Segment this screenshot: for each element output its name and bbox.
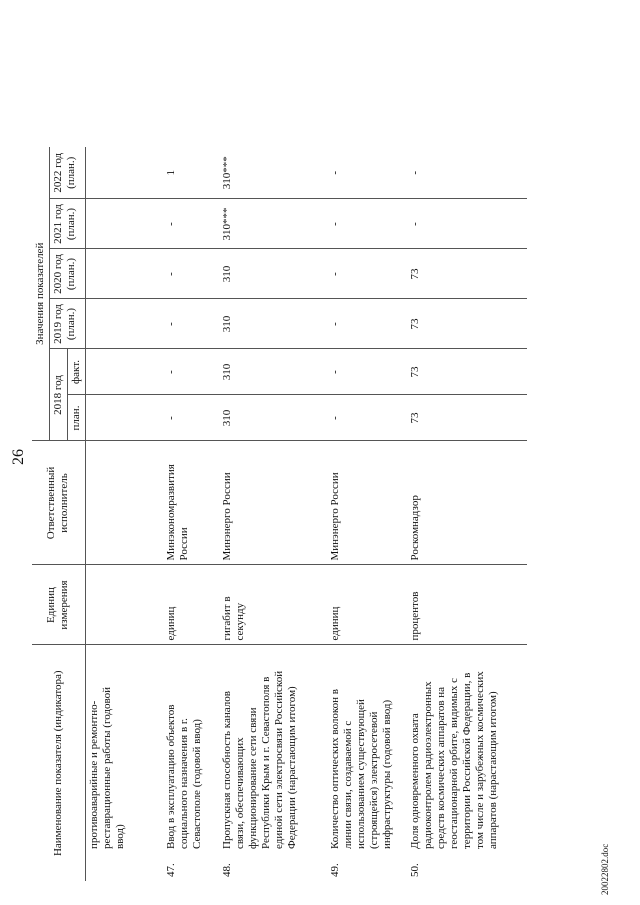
document-id: 20022802.doc	[600, 843, 610, 895]
row-2018-plan: -	[163, 395, 219, 441]
row-2022: 1	[165, 170, 178, 176]
header-responsible: Ответственный исполнитель	[32, 441, 85, 565]
row-number: 48.	[221, 863, 234, 877]
row-name-cell	[163, 645, 219, 881]
row-name: Количество оптических волокон в линии связи, создаваемой с использованием существующей (строящейся) электросетевой инфраструктуры (годовой ввод)	[329, 689, 394, 849]
indicators-table	[32, 147, 527, 881]
page-number: 26	[10, 449, 27, 465]
header-year-2019: 2019 год (план.)	[49, 299, 85, 349]
row-name-cell	[219, 645, 327, 881]
row-number: 49.	[329, 863, 342, 877]
row-2022	[85, 147, 163, 199]
row-2019: 73	[407, 299, 527, 349]
row-name: Доля одновременного охвата радиоконтролем радиоэлектронных средств космических аппаратов на геостационарной орбите, видимых с территории Российской Федерации, в том числе и зарубежных космических аппаратов (нарастающим итогом)	[409, 671, 500, 849]
row-2020: 73	[407, 249, 527, 299]
row-2018-plan	[85, 395, 163, 441]
row-2019: 310	[219, 299, 327, 349]
row-2022: -	[409, 170, 422, 175]
row-2020: -	[327, 249, 407, 299]
row-2019	[85, 299, 163, 349]
row-2019: -	[327, 299, 407, 349]
header-unit: Единиц измерения	[32, 565, 85, 645]
row-unit: процентов	[407, 565, 527, 645]
header-year-2021: 2021 год (план.)	[49, 199, 85, 249]
row-unit: гигабит в секунду	[219, 565, 327, 645]
row-2020: -	[163, 249, 219, 299]
row-2018-plan: -	[327, 395, 407, 441]
header-2018-plan: план.	[67, 395, 85, 441]
row-name: Ввод в эксплуатацию объектов социального назначения в г. Севастополе (годовой ввод)	[165, 704, 204, 849]
header-name: Наименование показателя (индикатора)	[32, 645, 85, 881]
header-2018-fact: факт.	[67, 349, 85, 395]
table-row	[163, 147, 219, 881]
table-row	[219, 147, 327, 881]
row-2018-plan: 73	[407, 395, 527, 441]
row-responsible: Минэнерго России	[219, 441, 327, 565]
row-responsible: Минэкономразвития России	[163, 441, 219, 565]
header-year-2022: 2022 год (план.)	[49, 147, 85, 199]
row-2021	[85, 199, 163, 249]
row-name: Пропускная способность каналов связи, обеспечивающих функционирование сети связи Республики Крым и г. Севастополя в единой сети электросвязи Российской Федерации (нарастающим итогом)	[221, 670, 299, 849]
row-unit: единиц	[163, 565, 219, 645]
table-row	[407, 147, 527, 881]
row-responsible: Роскомнадзор	[407, 441, 527, 565]
table-row	[85, 147, 163, 881]
row-2022: -	[329, 170, 342, 175]
row-name-cell	[407, 645, 527, 881]
row-2020	[85, 249, 163, 299]
row-unit: единиц	[327, 565, 407, 645]
header-year-2020: 2020 год (план.)	[49, 249, 85, 299]
row-2018-fact: -	[327, 349, 407, 395]
row-2018-fact	[85, 349, 163, 395]
row-2021: -	[407, 199, 527, 249]
row-number: 47.	[165, 863, 178, 877]
row-2018-fact: 73	[407, 349, 527, 395]
header-values-group: Значения показателей	[32, 147, 49, 441]
row-responsible	[85, 441, 163, 565]
row-2022: 310***	[221, 156, 234, 190]
row-unit	[85, 565, 163, 645]
table-row	[327, 147, 407, 881]
row-2021: -	[327, 199, 407, 249]
row-2019: -	[163, 299, 219, 349]
row-name-cell	[85, 645, 163, 881]
row-name: противоаварийные и ремонтно-реставрационные работы (годовой ввод)	[87, 687, 126, 849]
row-responsible: Минэнерго России	[327, 441, 407, 565]
row-name-cell	[327, 645, 407, 881]
row-2021: 310***	[219, 199, 327, 249]
row-number: 50.	[409, 863, 422, 877]
row-2018-plan: 310	[219, 395, 327, 441]
header-row-top	[32, 147, 49, 881]
row-2020: 310	[219, 249, 327, 299]
row-2018-fact: -	[163, 349, 219, 395]
row-2018-fact: 310	[219, 349, 327, 395]
header-year-2018: 2018 год	[49, 349, 67, 441]
row-2021: -	[163, 199, 219, 249]
